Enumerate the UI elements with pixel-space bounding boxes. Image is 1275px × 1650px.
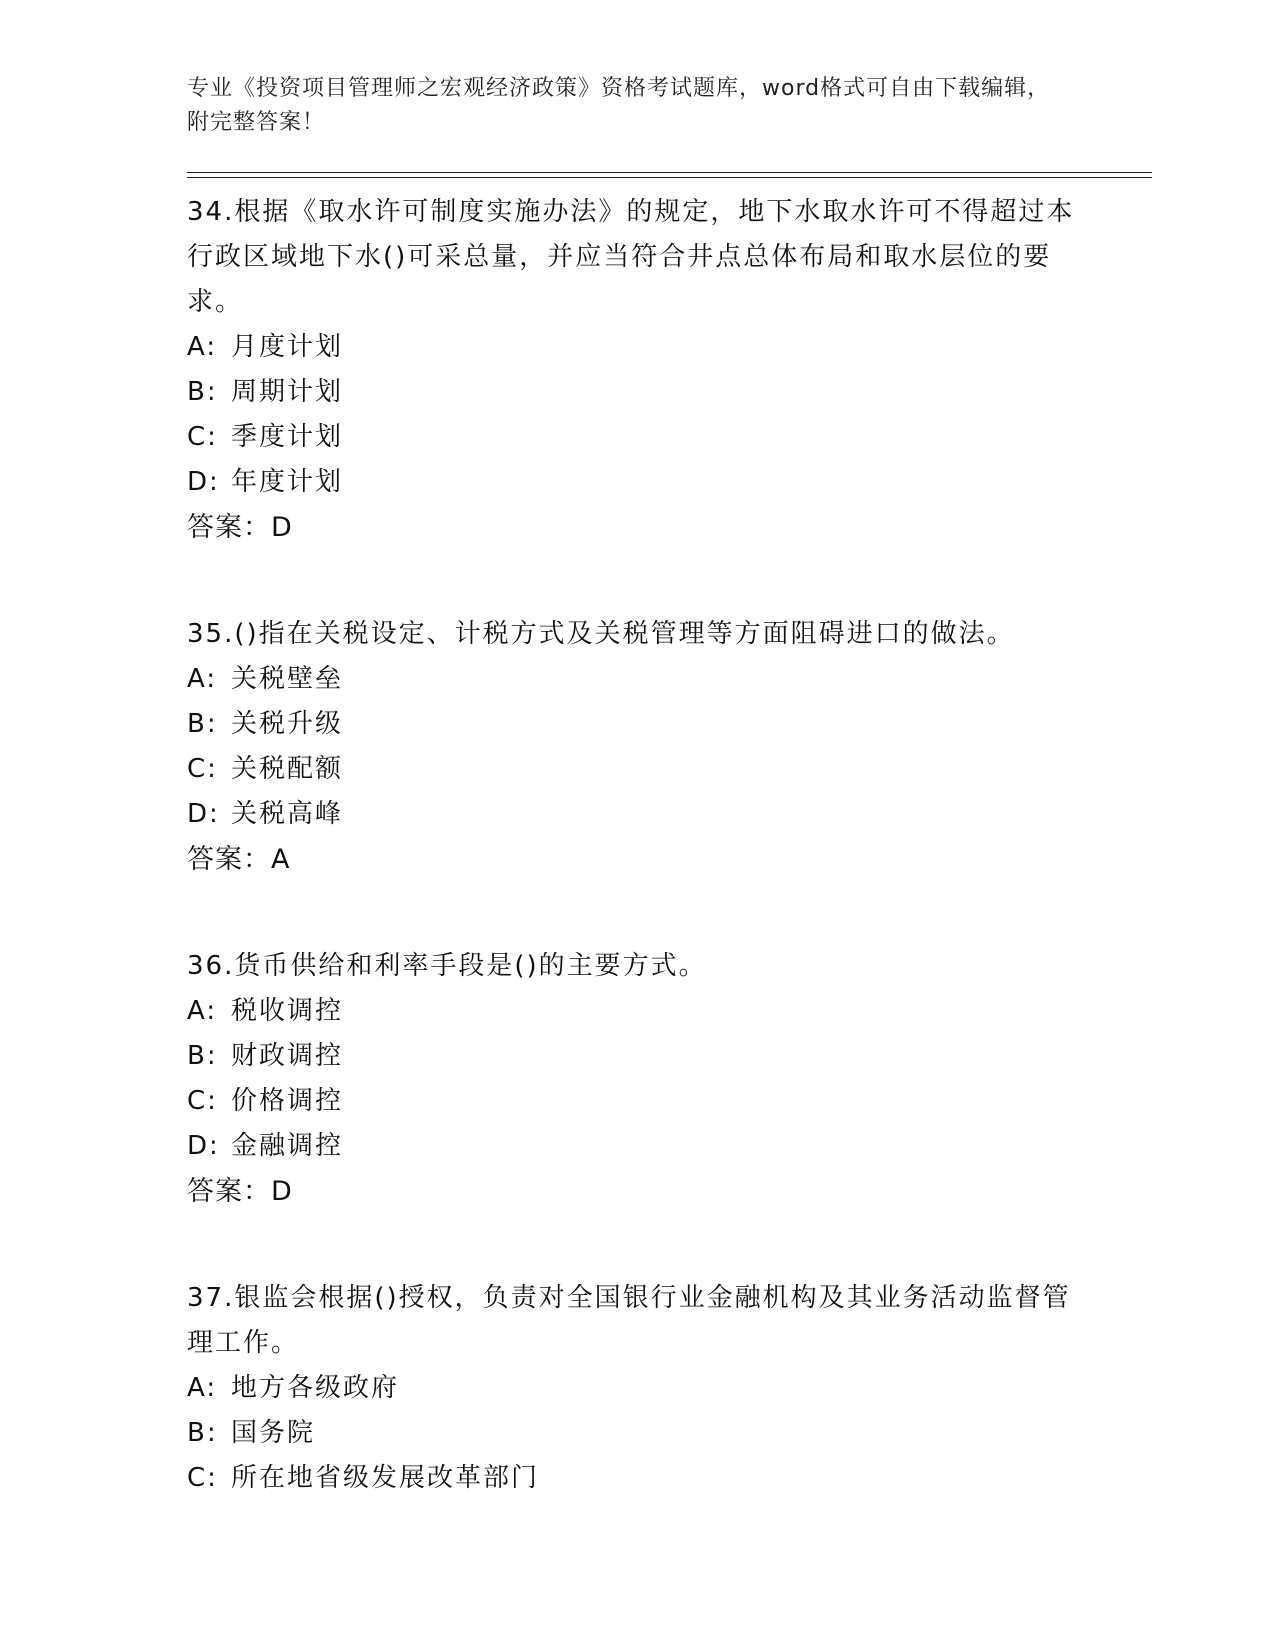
question-36 <box>187 944 1087 1214</box>
option-letter: D: <box>187 799 220 829</box>
option-text: 税收调控 <box>231 996 344 1026</box>
option-text: 周期计划 <box>231 377 344 407</box>
option-letter: C: <box>187 1463 218 1493</box>
option-c <box>187 747 1087 792</box>
option-c <box>187 415 1087 460</box>
option-text: 关税高峰 <box>231 799 344 829</box>
option-text: 月度计划 <box>231 332 344 362</box>
question-37 <box>187 1276 1087 1501</box>
option-letter: A: <box>187 1373 218 1403</box>
option-text: 关税配额 <box>231 754 344 784</box>
option-text: 所在地省级发展改革部门 <box>231 1463 540 1493</box>
question-stem: 34.根据《取水许可制度实施办法》的规定，地下水取水许可不得超过本行政区域地下水()可采总量，并应当符合井点总体布局和取水层位的要求。 <box>187 197 1075 317</box>
option-text: 价格调控 <box>231 1086 344 1116</box>
option-text: 关税壁垒 <box>231 664 344 694</box>
question-stem: 36.货币供给和利率手段是()的主要方式。 <box>187 951 707 981</box>
question-34 <box>187 190 1087 550</box>
option-letter: B: <box>187 709 218 739</box>
option-letter: C: <box>187 754 218 784</box>
option-a <box>187 1366 1087 1411</box>
question-stem: 37.银监会根据()授权，负责对全国银行业金融机构及其业务活动监督管理工作。 <box>187 1283 1071 1358</box>
option-b <box>187 1411 1087 1456</box>
option-letter: A: <box>187 332 218 362</box>
answer-line: 答案：D <box>187 1176 293 1207</box>
option-a <box>187 657 1087 702</box>
option-letter: B: <box>187 377 218 407</box>
option-letter: A: <box>187 664 218 694</box>
option-text: 国务院 <box>231 1418 316 1448</box>
option-letter: A: <box>187 996 218 1026</box>
answer-line: 答案：D <box>187 512 293 543</box>
question-list <box>187 190 1087 1563</box>
option-c <box>187 1456 1087 1501</box>
header-divider-top <box>187 172 1152 173</box>
option-b <box>187 1034 1087 1079</box>
option-text: 关税升级 <box>231 709 344 739</box>
option-text: 年度计划 <box>231 467 344 497</box>
option-text: 金融调控 <box>231 1131 344 1161</box>
option-a <box>187 325 1087 370</box>
option-letter: B: <box>187 1418 218 1448</box>
question-35 <box>187 612 1087 882</box>
option-d <box>187 460 1087 505</box>
option-letter: C: <box>187 422 218 452</box>
document-header: 专业《投资项目管理师之宏观经济政策》资格考试题库，word格式可自由下载编辑，附完整答案！ <box>187 76 1051 135</box>
option-letter: D: <box>187 1131 220 1161</box>
option-b <box>187 702 1087 747</box>
option-a <box>187 989 1087 1034</box>
option-b <box>187 370 1087 415</box>
option-letter: C: <box>187 1086 218 1116</box>
option-letter: D: <box>187 467 220 497</box>
option-letter: B: <box>187 1041 218 1071</box>
option-d <box>187 792 1087 837</box>
answer-line: 答案：A <box>187 844 291 875</box>
question-stem: 35.()指在关税设定、计税方式及关税管理等方面阻碍进口的做法。 <box>187 619 1015 649</box>
option-text: 地方各级政府 <box>231 1373 400 1403</box>
option-c <box>187 1079 1087 1124</box>
option-text: 季度计划 <box>231 422 344 452</box>
option-d <box>187 1124 1087 1169</box>
header-divider-bottom <box>187 177 1152 178</box>
option-text: 财政调控 <box>231 1041 344 1071</box>
